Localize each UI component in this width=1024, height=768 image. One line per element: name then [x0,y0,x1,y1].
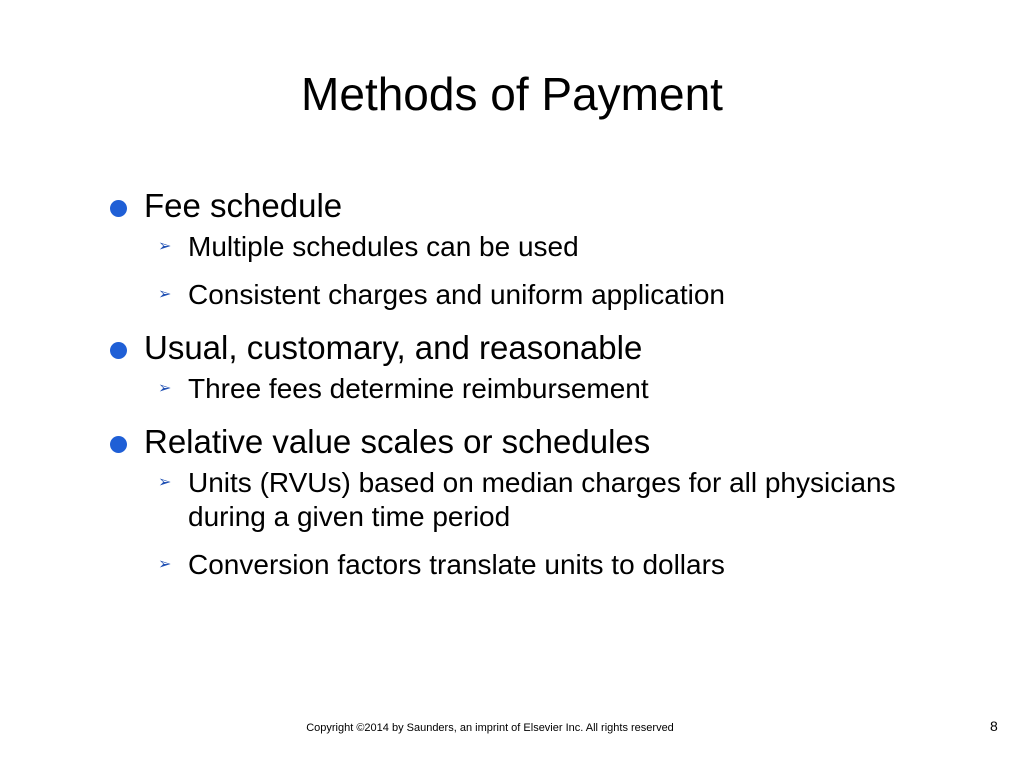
sub-bullet-text: Conversion factors translate units to dollars [188,549,725,580]
sub-bullet-text: Multiple schedules can be used [188,231,579,262]
sub-bullet-item [144,466,928,534]
sub-bullet-text: Units (RVUs) based on median charges for all physicians during a given time period [188,467,896,532]
sub-bullet-text: Consistent charges and uniform application [188,279,725,310]
bullet-text: Relative value scales or schedules [144,423,651,460]
sub-bullet-item [144,278,928,312]
copyright-footer: Copyright ©2014 by Saunders, an imprint of Elsevier Inc. All rights reserved [306,722,674,734]
bullet-text: Fee schedule [144,187,343,224]
arrowhead-bullet-icon: ➢ [158,380,172,397]
sub-bullet-text: Three fees determine reimbursement [188,373,649,404]
arrowhead-bullet-icon: ➢ [158,238,172,255]
bullet-item [108,326,928,406]
bullet-item [108,420,928,582]
sub-bullet-list [144,230,928,312]
page-number: 8 [990,718,998,734]
sub-bullet-list [144,372,928,406]
circle-bullet-icon [110,342,127,359]
bullet-text: Usual, customary, and reasonable [144,329,643,366]
arrowhead-bullet-icon: ➢ [158,556,172,573]
sub-bullet-list [144,466,928,582]
circle-bullet-icon [110,200,127,217]
slide-title: Methods of Payment [301,68,723,120]
sub-bullet-item [144,230,928,264]
circle-bullet-icon [110,436,127,453]
arrowhead-bullet-icon: ➢ [158,474,172,491]
arrowhead-bullet-icon: ➢ [158,286,172,303]
bullet-list [108,184,928,596]
bullet-item [108,184,928,312]
sub-bullet-item [144,548,928,582]
sub-bullet-item [144,372,928,406]
